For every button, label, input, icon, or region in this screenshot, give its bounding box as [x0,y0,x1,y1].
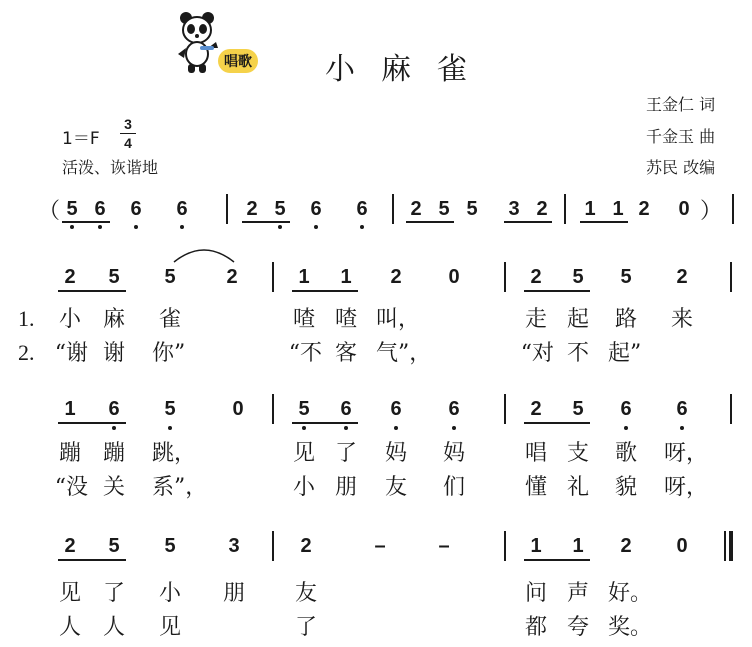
row1-note: 5 [620,266,632,288]
lyric: 关 [102,475,125,500]
row3-note: 1 [530,535,542,557]
row3-note: 2 [620,535,632,557]
lyric: 妈 [384,441,407,466]
row2-note: 6 [108,398,120,420]
lyric: 喳 [292,307,315,332]
time-signature [120,116,136,151]
lyric: 唱 [524,441,547,466]
lyric: 来 [670,307,693,332]
tie-slur [172,244,236,264]
lyric: 友 [384,475,407,500]
row1-note: 5 [572,266,584,288]
lyric: 奖。 [608,615,653,640]
lyric: “谢 [54,341,88,366]
arranger-credit: 苏民 改编 [646,158,716,177]
lyric: 小 [158,581,181,606]
lyric: 蹦 [102,441,125,466]
lyric: 人 [102,615,125,640]
bar-line [730,262,732,292]
lyric: 们 [442,475,465,500]
intro-note: 6 [356,198,368,220]
intro-note: 5 [466,198,478,220]
lyric: 叫， [376,307,421,332]
row2-note: 5 [572,398,584,420]
lyric: “对 [520,341,554,366]
lyric: 友 [294,581,317,606]
row1-note: 0 [448,266,460,288]
intro-note: 5 [438,198,450,220]
bar-line [392,194,394,224]
lyric: 妈 [442,441,465,466]
row3-dash: – [374,535,386,557]
lyric: 声 [566,581,589,606]
row3-note: 2 [300,535,312,557]
row3-note: 3 [228,535,240,557]
lyric: 起 [566,307,589,332]
final-bar-thick [729,531,733,561]
underline [524,559,590,561]
lyric: 呀， [664,441,709,466]
title-char-3: 雀 [437,52,467,87]
row3-note: 5 [108,535,120,557]
low-octave-dot [112,426,116,430]
lyric: 都 [524,615,547,640]
lyric: 问 [524,581,547,606]
lyric: 呀， [664,475,709,500]
row3-note: 2 [64,535,76,557]
lyric: 喳 [334,307,357,332]
lyric: 起” [608,341,642,366]
bar-line [504,531,506,561]
underline [58,290,126,292]
row1-note: 2 [676,266,688,288]
row2-note: 6 [448,398,460,420]
row2-note: 6 [620,398,632,420]
row2-note: 5 [298,398,310,420]
lyric: 见 [158,615,181,640]
low-octave-dot [452,426,456,430]
underline [406,221,454,223]
intro-note: 5 [274,198,286,220]
bar-line [272,394,274,424]
tempo-marking: 活泼、诙谐地 [62,158,159,177]
singing-badge: 唱歌 [218,49,258,73]
low-octave-dot [70,225,74,229]
underline [58,559,126,561]
lyric: 了 [334,441,357,466]
row2-note: 1 [64,398,76,420]
composer-credit: 千金玉 曲 [646,127,716,146]
lyric: 小 [292,475,315,500]
row2-note: 5 [164,398,176,420]
intro-note: 2 [536,198,548,220]
row3-dash: – [438,535,450,557]
row1-note: 5 [108,266,120,288]
intro-note: 6 [310,198,322,220]
intro-note: 5 [66,198,78,220]
low-octave-dot [344,426,348,430]
intro-note: 6 [94,198,106,220]
lyric: 了 [102,581,125,606]
row3-note: 1 [572,535,584,557]
lyric: 你” [152,341,186,366]
bar-line [732,194,734,224]
lyric: 礼 [566,475,589,500]
underline [292,290,358,292]
lyric: 朋 [334,475,357,500]
intro-note: 2 [638,198,650,220]
intro-note: 6 [176,198,188,220]
lyric: 系”， [152,475,208,500]
lyric: 气”， [376,341,432,366]
bar-line [272,262,274,292]
intro-note: 1 [612,198,624,220]
underline [524,290,590,292]
row1-note: 2 [530,266,542,288]
underline [292,422,358,424]
row2-note: 6 [676,398,688,420]
low-octave-dot [278,225,282,229]
lyric: 夸 [566,615,589,640]
row2-note: 6 [390,398,402,420]
lyric: 走 [524,307,547,332]
lyric: 麻 [102,307,125,332]
lyric: 懂 [524,475,547,500]
low-octave-dot [624,426,628,430]
intro-note: 3 [508,198,520,220]
underline [62,221,110,223]
lyricist-credit: 王金仁 词 [646,95,716,114]
lyric: 支 [566,441,589,466]
lyric: 跳， [152,441,197,466]
lyric: 朋 [222,581,245,606]
row2-note: 0 [232,398,244,420]
underline [504,221,552,223]
lyric: 歌 [614,441,637,466]
lyric: 谢 [102,341,125,366]
lyric: 路 [614,307,637,332]
title-char-1: 小 [325,52,355,87]
verse-number-2: 2. [18,340,35,365]
low-octave-dot [394,426,398,430]
key-signature: 1＝F [62,129,100,149]
time-bottom: 4 [124,135,132,151]
bar-line [226,194,228,224]
time-top: 3 [124,116,132,132]
row1-note: 5 [164,266,176,288]
underline [58,422,126,424]
underline [242,221,290,223]
lyric: 客 [334,341,357,366]
row2-note: 2 [530,398,542,420]
lyric: 雀 [158,307,181,332]
underline [580,221,628,223]
intro-note: 6 [130,198,142,220]
lyric: 貌 [614,475,637,500]
bar-line [504,262,506,292]
low-octave-dot [302,426,306,430]
low-octave-dot [168,426,172,430]
intro-note: 2 [246,198,258,220]
verse-number-1: 1. [18,306,35,331]
lyric: 了 [294,615,317,640]
lyric: 见 [58,581,81,606]
intro-close-paren: ） [700,199,723,224]
bar-line [272,531,274,561]
lyric: “没 [54,475,88,500]
low-octave-dot [360,225,364,229]
lyric: 蹦 [58,441,81,466]
panda-icon [176,10,220,74]
low-octave-dot [314,225,318,229]
row1-note: 2 [226,266,238,288]
lyric: 不 [566,341,589,366]
bar-line [730,394,732,424]
low-octave-dot [98,225,102,229]
lyric: 人 [58,615,81,640]
bar-line [504,394,506,424]
low-octave-dot [180,225,184,229]
lyric: 小 [58,307,81,332]
intro-note: 2 [410,198,422,220]
row3-note: 5 [164,535,176,557]
row1-note: 1 [340,266,352,288]
row1-note: 2 [64,266,76,288]
underline [524,422,590,424]
row3-note: 0 [676,535,688,557]
lyric: “不 [288,341,322,366]
lyric: 好。 [608,581,653,606]
intro-note: 1 [584,198,596,220]
intro-open-paren: （ [38,199,61,224]
low-octave-dot [680,426,684,430]
row1-note: 2 [390,266,402,288]
intro-note: 0 [678,198,690,220]
row1-note: 1 [298,266,310,288]
row2-note: 6 [340,398,352,420]
bar-line [564,194,566,224]
lyric: 见 [292,441,315,466]
low-octave-dot [134,225,138,229]
title-char-2: 麻 [381,52,411,87]
final-bar-thin [724,531,726,561]
